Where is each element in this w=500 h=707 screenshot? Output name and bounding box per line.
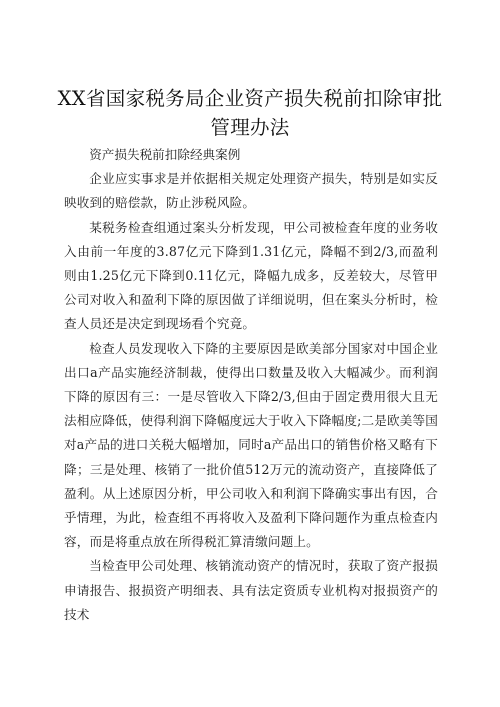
paragraph-2: 某税务检查组通过案头分析发现，甲公司被检查年度的业务收入由前一年度的3.87亿元下降到1.31亿元，降幅不到2/3,而盈利则由1.25亿元下降到0.11亿元，降幅九成多，反差较大，尽管甲公司对收入和盈利下降的原因做了详细说明，但在案头分析时，检查人员还是决定到现场看个究竟。 xyxy=(64,219,438,332)
paragraph-1: 企业应实事求是并依据相关规定处理资产损失，特别是如实反映收到的赔偿款，防止涉税风险。 xyxy=(64,171,438,211)
paragraph-3: 检查人员发现收入下降的主要原因是欧美部分国家对中国企业出口a产品实施经济制裁，使得出口数量及收入大幅减少。而利润下降的原因有三：一是尽管收入下降2/3,但由于固定费用很大且无法相应降低，使得利润下降幅度远大于收入下降幅度;二是欧美等国对a产品的进口关税大幅增加，同时a产品出口的销售价格又略有下降；三是处理、核销了一批价值512万元的流动资产，直接降低了盈利。从上述原因分析，甲公司收入和利润下降确实事出有因，合乎情理，为此，检查组不再将收入及盈利下降问题作为重点检查内容，而是将重点放在所得税汇算清缴问题上。 xyxy=(64,340,438,550)
case-subtitle: 资产损失税前扣除经典案例 xyxy=(89,147,241,162)
title-line-1: XX省国家税务局企业资产损失税前扣除审批 xyxy=(57,87,443,110)
document-title xyxy=(56,84,444,142)
title-line-2: 管理办法 xyxy=(210,116,290,139)
document-body xyxy=(64,143,438,627)
paragraph-4: 当检查甲公司处理、核销流动资产的情况时，获取了资产报损申请报告、报损资产明细表、具有法定资质专业机构对报损资产的技术 xyxy=(64,558,438,622)
